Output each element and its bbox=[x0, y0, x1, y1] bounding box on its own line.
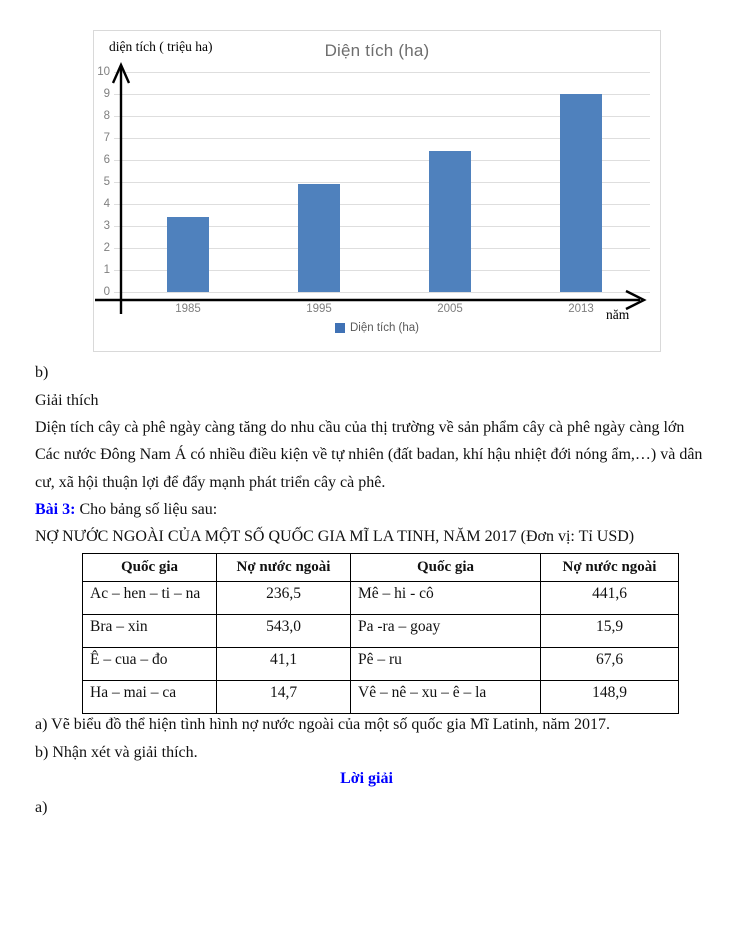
debt-value-cell: 441,6 bbox=[541, 582, 679, 615]
exercise-3-intro: Cho bảng số liệu sau: bbox=[75, 501, 218, 518]
y-axis-tick-label: 7 bbox=[103, 132, 110, 144]
debt-table bbox=[82, 553, 679, 714]
y-axis-tick-label: 10 bbox=[97, 66, 110, 78]
table-header-row bbox=[83, 554, 679, 582]
country-cell: Pê – ru bbox=[351, 648, 541, 681]
x-axis-tick-label: 2005 bbox=[437, 303, 463, 315]
answer-a-label: a) bbox=[35, 799, 48, 816]
y-axis-tick-label: 4 bbox=[103, 198, 110, 210]
table-header-cell: Nợ nước ngoài bbox=[541, 554, 679, 582]
table-header-cell: Quốc gia bbox=[351, 554, 541, 582]
exercise-3-label: Bài 3: bbox=[35, 501, 76, 518]
y-axis-tick-label: 5 bbox=[103, 176, 110, 188]
exercise-3-line bbox=[35, 501, 217, 519]
country-cell: Ha – mai – ca bbox=[83, 681, 217, 714]
y-axis-tick-label: 0 bbox=[103, 286, 110, 298]
table-row bbox=[83, 582, 679, 615]
section-b-label: b) bbox=[35, 364, 49, 381]
y-axis-tick-label: 3 bbox=[103, 220, 110, 232]
bar-1995 bbox=[298, 184, 340, 292]
table-row bbox=[83, 681, 679, 714]
debt-value-cell: 236,5 bbox=[217, 582, 351, 615]
question-a: a) Vẽ biểu đồ thể hiện tình hình nợ nước ngoài của một số quốc gia Mĩ Latinh, năm 2017. bbox=[35, 716, 610, 733]
country-cell: Mê – hi - cô bbox=[351, 582, 541, 615]
reason-paragraph-line1: Các nước Đông Nam Á có nhiều điều kiện về tự nhiên (đất badan, khí hậu nhiệt đới nóng ẩm,…) và dân bbox=[35, 446, 703, 463]
y-axis-tick-label: 6 bbox=[103, 154, 110, 166]
coffee-area-bar-chart bbox=[93, 30, 661, 352]
country-cell: Ê – cua – đo bbox=[83, 648, 217, 681]
y-axis-tick-label: 1 bbox=[103, 264, 110, 276]
y-axis-tick-label: 2 bbox=[103, 242, 110, 254]
solution-heading: Lời giải bbox=[340, 770, 393, 787]
gridline bbox=[114, 72, 650, 73]
debt-value-cell: 15,9 bbox=[541, 615, 679, 648]
country-cell: Pa -ra – goay bbox=[351, 615, 541, 648]
country-cell: Vê – nê – xu – ê – la bbox=[351, 681, 541, 714]
debt-value-cell: 67,6 bbox=[541, 648, 679, 681]
legend-color-swatch-icon bbox=[335, 323, 345, 333]
y-axis-tick-label: 9 bbox=[103, 88, 110, 100]
debt-value-cell: 148,9 bbox=[541, 681, 679, 714]
debt-value-cell: 41,1 bbox=[217, 648, 351, 681]
debt-table-title: NỢ NƯỚC NGOÀI CỦA MỘT SỐ QUỐC GIA MĨ LA TINH, NĂM 2017 (Đơn vị: Tỉ USD) bbox=[35, 528, 635, 545]
explain-heading: Giải thích bbox=[35, 392, 99, 409]
x-axis-tick-label: 1985 bbox=[175, 303, 201, 315]
chart-legend bbox=[94, 322, 660, 334]
x-axis-tick-label: 1995 bbox=[306, 303, 332, 315]
question-b: b) Nhận xét và giải thích. bbox=[35, 744, 198, 761]
table-header-cell: Nợ nước ngoài bbox=[217, 554, 351, 582]
country-cell: Ac – hen – ti – na bbox=[83, 582, 217, 615]
chart-title: Diện tích (ha) bbox=[324, 41, 430, 60]
table-header-cell: Quốc gia bbox=[83, 554, 217, 582]
gridline bbox=[114, 292, 650, 293]
table-row bbox=[83, 615, 679, 648]
bar-2013 bbox=[560, 94, 602, 292]
y-axis-tick-label: 8 bbox=[103, 110, 110, 122]
bar-1985 bbox=[167, 217, 209, 292]
reason-paragraph-line2: cư, xã hội thuận lợi để đẩy mạnh phát triển cây cà phê. bbox=[35, 474, 386, 491]
x-axis-title: năm bbox=[606, 307, 630, 322]
x-axis-tick-label: 2013 bbox=[568, 303, 594, 315]
debt-value-cell: 14,7 bbox=[217, 681, 351, 714]
legend-label: Diện tích (ha) bbox=[349, 322, 420, 334]
y-axis-arrowhead-icon bbox=[113, 65, 129, 83]
bar-2005 bbox=[429, 151, 471, 292]
country-cell: Bra – xin bbox=[83, 615, 217, 648]
y-axis-title: diện tích ( triệu ha) bbox=[109, 39, 213, 54]
table-row bbox=[83, 648, 679, 681]
explain-paragraph: Diện tích cây cà phê ngày càng tăng do nhu cầu của thị trường về sản phẩm cây cà phê ngày càng lớn bbox=[35, 419, 685, 436]
debt-value-cell: 543,0 bbox=[217, 615, 351, 648]
